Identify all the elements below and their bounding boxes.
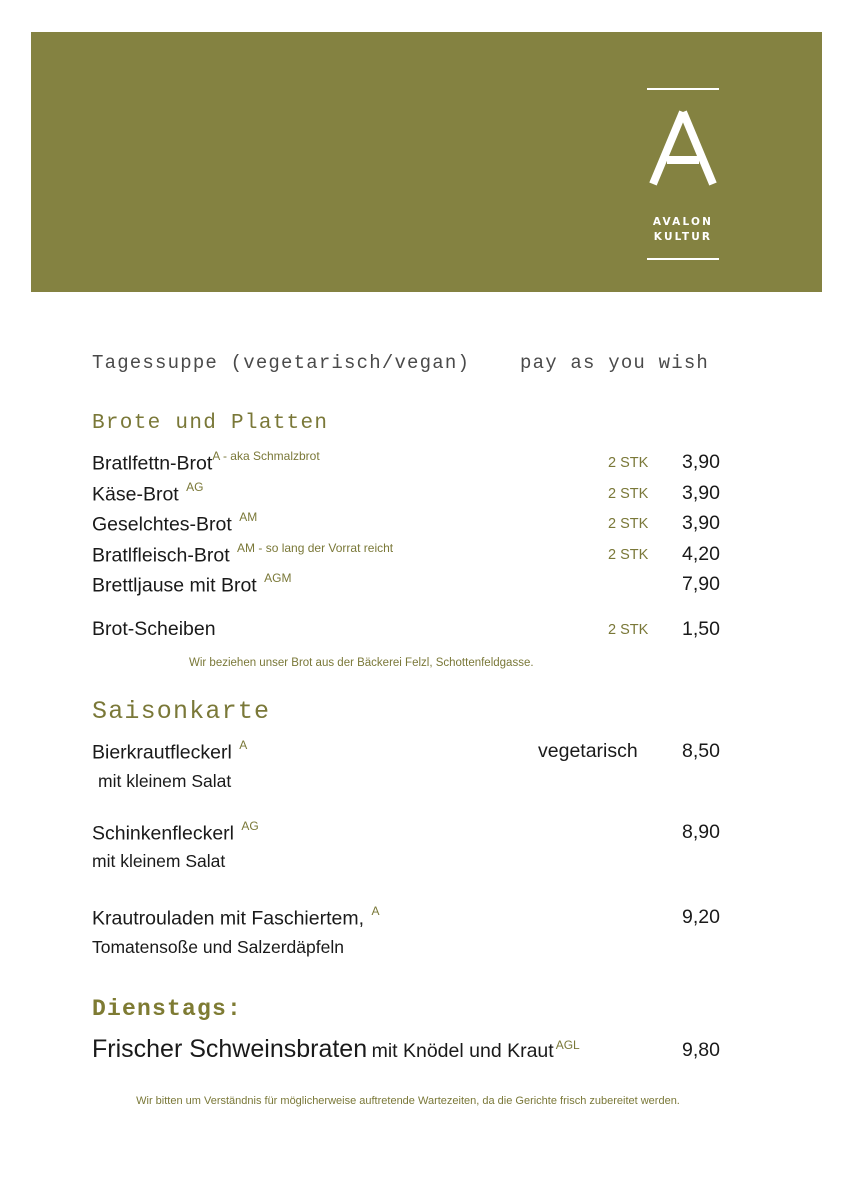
menu-item-name: Geselchtes-Brot $^{AM}$ — [92, 510, 258, 536]
header-banner — [31, 32, 822, 292]
bread-note: Wir beziehen unser Brot aus der Bäckerei Felzl, Schottenfeldgasse. — [189, 657, 534, 669]
menu-item-name: Bratlfleisch-Brot $^{AM - so lang der Vorrat reicht}$ — [92, 541, 394, 567]
menu-item-qty: 2 STK — [608, 486, 649, 502]
soup-price: pay as you wish — [520, 352, 710, 374]
tuesday-special — [92, 1035, 580, 1064]
menu-item-name: Bratlfettn-Brot$^{A - aka Schmalzbrot}$ — [92, 449, 320, 475]
menu-item-price: 4,20 — [682, 543, 720, 565]
logo-bottom-line — [647, 258, 719, 260]
menu-item-name: Käse-Brot $^{AG}$ — [92, 480, 204, 506]
logo-top-line — [647, 88, 719, 90]
tuesday-special-name: Frischer Schweinsbraten — [92, 1035, 368, 1063]
section-title-saison: Saisonkarte — [92, 697, 271, 726]
allergen-info: A - aka Schmalzbrot — [212, 449, 320, 463]
menu-item-price: 9,20 — [682, 906, 720, 928]
menu-item-qty: 2 STK — [608, 622, 649, 638]
vegetarian-tag: vegetarisch — [538, 740, 638, 762]
allergen-info: AM - so lang der Vorrat reicht — [237, 541, 394, 555]
menu-item-price: 3,90 — [682, 482, 720, 504]
menu-item-name: Schinkenfleckerl $^{AG}$ — [92, 819, 259, 845]
allergen-info: AG — [186, 480, 204, 494]
tuesday-special-desc: mit Knödel und Kraut — [371, 1040, 554, 1062]
allergen-info: AM — [239, 510, 258, 524]
logo-word-avalon: AVALON — [652, 216, 714, 228]
menu-item-price: 8,50 — [682, 740, 720, 762]
menu-item-description: mit kleinem Salat — [98, 771, 232, 791]
logo-word-kultur: KULTUR — [653, 231, 713, 243]
menu-item-price: 3,90 — [682, 451, 720, 473]
allergen-info: AGL — [555, 1037, 580, 1052]
menu-item-price: 1,50 — [682, 618, 720, 640]
allergen-info: A — [239, 738, 248, 752]
menu-item-qty: 2 STK — [608, 455, 649, 471]
menu-item-qty: 2 STK — [608, 516, 649, 532]
menu-item-name: Krautrouladen mit Faschiertem, $^A$ — [92, 904, 380, 930]
menu-item-name: Brot-Scheiben — [92, 618, 216, 640]
allergen-info: AGM — [264, 571, 292, 585]
menu-item-price: 8,90 — [682, 821, 720, 843]
menu-item-name: Bierkrautfleckerl $^A$ — [92, 738, 248, 764]
menu-item-description: Tomatensoße und Salzerdäpfeln — [92, 937, 344, 957]
menu-item-name: Brettljause mit Brot $^{AGM}$ — [92, 571, 292, 597]
tuesday-special-price: 9,80 — [682, 1039, 720, 1061]
allergen-info: A — [371, 904, 380, 918]
menu-item-description: mit kleinem Salat — [92, 851, 226, 871]
soup-label: Tagessuppe (vegetarisch/vegan) — [92, 352, 471, 374]
avalon-kultur-logo — [647, 88, 723, 263]
menu-item-price: 3,90 — [682, 512, 720, 534]
section-title-dienstag: Dienstags: — [92, 996, 243, 1022]
allergen-info: AG — [241, 819, 259, 833]
menu-item-price: 7,90 — [682, 573, 720, 595]
menu-item-qty: 2 STK — [608, 547, 649, 563]
footer-note: Wir bitten um Verständnis für möglicherweise auftretende Wartezeiten, da die Gerichte frisch zubereitet werden. — [136, 1095, 680, 1107]
section-title-brote: Brote und Platten — [92, 412, 329, 435]
logo-letter-a-icon — [647, 102, 723, 212]
